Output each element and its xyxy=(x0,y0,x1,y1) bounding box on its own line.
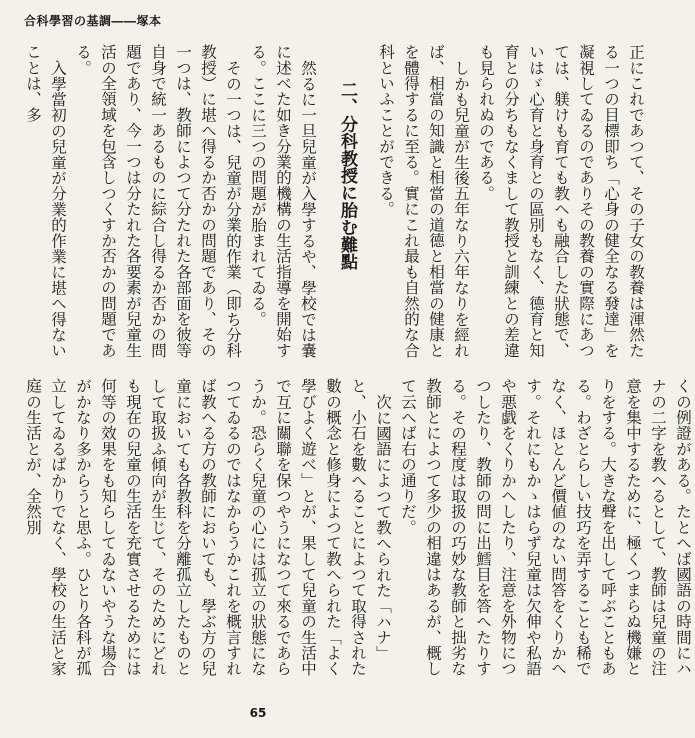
paragraph: くの例證がある。たとへば國語の時間にハナの二字を教へるとして、教師は兒童の注意を集中するために、極くつまらぬ機嫌とりをする。大きな聲を出して呼ぶこともある。わざとらしい技巧を弄することも稀でなく、ほとんど價値のない問答をくりかへす。それにもかゝはらず兒童は欠伸や私語や悪戯をくりかへしたり、注意を外物につつしたり、教師の問に出鱈目を答へたりする。その程度は取扱の巧妙な教師と拙劣な教師とによつて多少の相違はあるが、概して云へば右の通りだ。 xyxy=(399,378,692,677)
section-heading: 二、分科教授に胎む難點 xyxy=(337,81,357,271)
paragraph: 入學當初の兒童が分業的作業に堪へ得ないことは、多 xyxy=(24,44,67,358)
paragraph: 次に國語によつて教へられた「ハナ」と、小石を數へることによつて取得された數の概念と修身によつて教へられた「よく學びよく遊べ」とが、果して兒童の生活中で互に關聯を保つやうになつて來るであらうか。恐らく兒童の心には孤立の狀態になつてゐるのではなからうかこれを概言すれば教へる方の教師においても、學ぶ方の兒童においても各教科を分離孤立したものとして取扱ふ傾向が生じて、そのためにどれも現在の兒童の生活を充實させるためには何等の效果をも知らしてゐないやうな場合がかなり多からうと思ふ。ひとり各科が孤立してゐるばかりでなく、學校の生活と家庭の生活とが、全然別 xyxy=(24,378,392,677)
upper-vertical-text xyxy=(20,44,648,366)
paragraph: しかも兒童が生後五年なり六年なりを經れば、相當の知識と相當の道德と相當の健康とを體得するに至る。實にこれ最も自然的な合科といふことができる。 xyxy=(377,44,470,358)
page-number: 65 xyxy=(249,706,267,720)
lower-vertical-text xyxy=(20,378,695,688)
paragraph: 然るに一旦兒童が入學するや、學校では嚢に述べた如き分業的機構の生活指導を開始する。ここに三つの問題が胎まれてゐる。 xyxy=(249,44,317,358)
paragraph: その一つは、兒童が分業的作業（即ち分科教授）に堪へ得るか否かの問題であり、その一つは、教師によつて分たれた各部面を彼等自身で統一あるものに綜合し得るか否かの問題であり、今一つは分たれた各要素が兒童生活の全領域を包含しつくすか否かの問題である。 xyxy=(74,44,242,358)
paragraph: 正にこれであつて、その子女の教養は渾然たる一つの目標即ち「心身の健全なる發達」を凝視してゐるのでありその教養の實際にあつては、躾けも育ても教へも融合した狀態で、いはゞ心育と身育との區別もなく、德育と知育との分ちもなくまして教授と訓練との差違も見られぬのである。 xyxy=(477,44,645,358)
running-head: 合科學習の基調――塚本 xyxy=(24,14,162,28)
lower-text-block xyxy=(20,378,692,688)
upper-text-block xyxy=(20,44,645,366)
